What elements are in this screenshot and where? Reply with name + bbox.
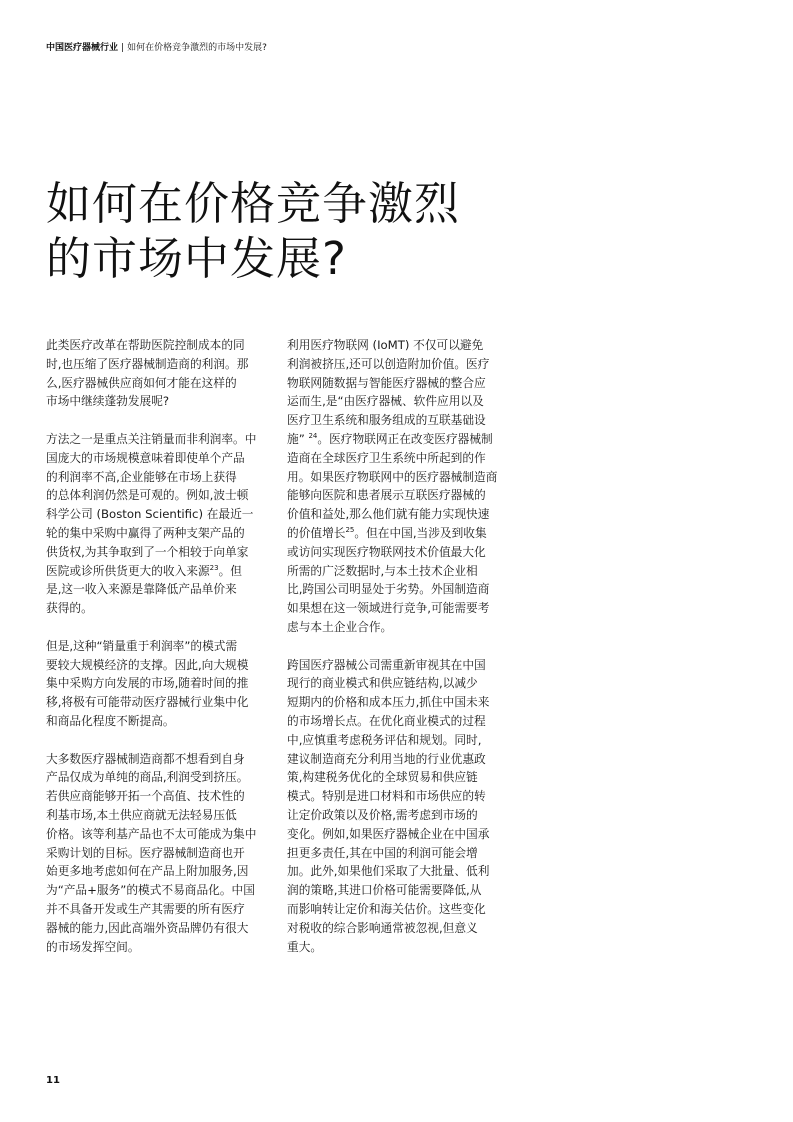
left-paragraph-1: 此类医疗改革在帮助医院控制成本的同 时,也压缩了医疗器械制造商的利润。那 么,医疗器械供应商如何才能在这样的 市场中继续蓬勃发展呢? [46, 338, 249, 409]
footnote-ref: 23 [209, 563, 219, 572]
page-title-line-2: 的市场中发展? [46, 232, 347, 285]
running-header [46, 42, 267, 54]
footnote-ref: 25 [345, 525, 355, 534]
left-paragraph-2: 方法之一是重点关注销量而非利润率。中 国庞大的市场规模意味着即使单个产品 的利润率不高,企业能够在市场上获得 的总体利润仍然是可观的。例如,波士顿 科学公司 (Boston Scientific) 在最近一 轮的集中采购中赢得了两种支架产品的 供货权,为其争取到了一个相较于向单家 医院或诊所供货更大的收入来源$^{23}$。但 是,这一收入来源是靠降低产品单价来 获得的。 [46, 431, 257, 616]
right-paragraph-1: 利用医疗物联网 (IoMT) 不仅可以避免 利润被挤压,还可以创造附加价值。医疗 物联网随数据与智能医疗器械的整合应 运而生,是“由医疗器械、软件应用以及 医疗卫生系统和服务组成的互联基础设 施” $^{24}$。医疗物联网正在改变医疗器械制 造商在全球医疗卫生系统中所起到的作 用。如果医疗物联网中的医疗器械制造商 能够向医院和患者展示互联医疗器械的 价值和益处,那么他们就有能力实现快速 的价值增长$^{25}$。但在中国,当涉及到收集 或访问实现医疗物联网技术价值最大化 所需的广泛数据时,与本土技术企业相 比,跨国公司明显处于劣势。外国制造商 如果想在这一领域进行竞争,可能需要考 虑与本土企业合作。 [287, 338, 498, 634]
page-title-line-1: 如何在价格竞争激烈 [46, 177, 461, 230]
page-number: 11 [46, 1075, 60, 1086]
left-paragraph-3: 但是,这种“销量重于利润率”的模式需 要较大规模经济的支撑。因此,向大规模 集中采购方向发展的市场,随着时间的推 移,将极有可能带动医疗器械行业集中化 和商品化程度不断提高。 [46, 638, 249, 728]
chapter-name: 如何在价格竞争激烈的市场中发展? [127, 43, 267, 53]
header-separator: | [121, 43, 125, 53]
right-column [287, 336, 509, 975]
page-title [46, 176, 460, 286]
right-paragraph-2: 跨国医疗器械公司需重新审视其在中国 现行的商业模式和供应链结构,以减少 短期内的价格和成本压力,抓住中国未来 的市场增长点。在优化商业模式的过程 中,应慎重考虑税务评估和规划。同时, 建议制造商充分利用当地的行业优惠政 策,构建税务优化的全球贸易和供应链 模式。特别是进口材料和市场供应的转 让定价政策以及价格,需考虑到市场的 变化。例如,如果医疗器械企业在中国承 担更多责任,其在中国的利润可能会增 加。此外,如果他们采取了大批量、低利 润的策略,其进口价格可能需要降低,从 而影响转让定价和海关估价。这些变化 对税收的综合影响通常被忽视,但意义 重大。 [287, 657, 490, 954]
footnote-ref: 24 [308, 431, 318, 440]
section-name: 中国医疗器械行业 [46, 43, 119, 53]
left-column [46, 336, 268, 975]
left-paragraph-4: 大多数医疗器械制造商都不想看到自身 产品仅成为单纯的商品,利润受到挤压。 若供应商能够开拓一个高值、技术性的 利基市场,本土供应商就无法轻易压低 价格。该等利基产品也不太可能成为集中 采购计划的目标。医疗器械制造商也开 始更多地考虑如何在产品上附加服务,因 为“产品+服务”的模式不易商品化。中国 并不具备开发或生产其需要的所有医疗 器械的能力,因此高端外资品牌仍有很大 的市场发挥空间。 [46, 751, 257, 954]
